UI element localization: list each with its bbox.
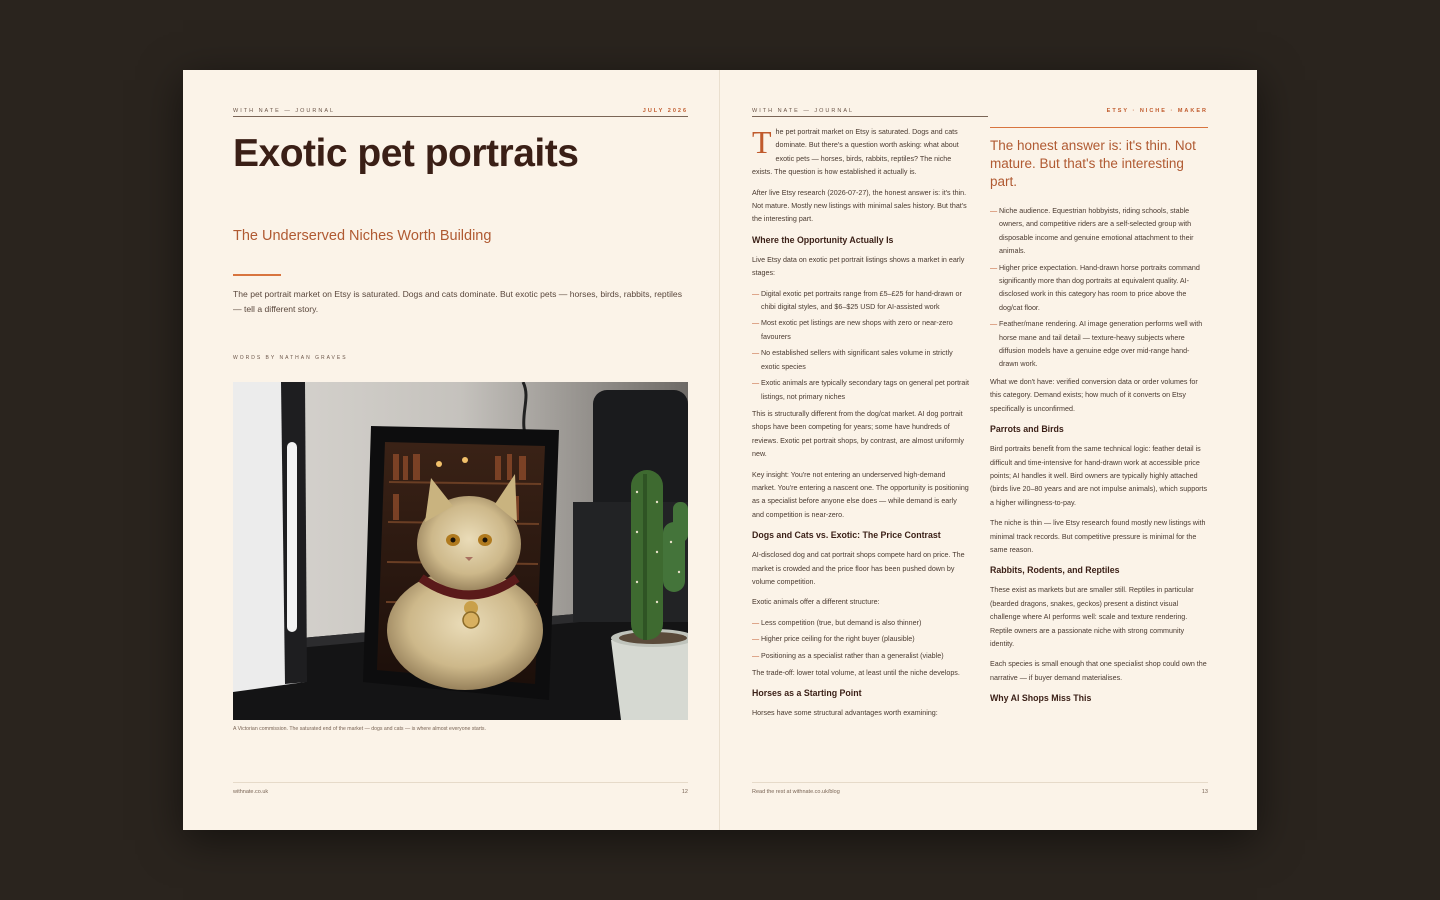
- left-header-rule: [233, 116, 688, 117]
- left-page: [183, 70, 720, 830]
- section-heading-opportunity: Where the Opportunity Actually Is: [752, 234, 894, 245]
- list-item: — Feather/mane rendering. AI image generation performs well with horse mane and tail detail — texture-heavy subjects where diffusion models have a genuine edge over mid-range hand-drawn work.: [990, 318, 1208, 372]
- paragraph: These exist as markets but are smaller still. Reptiles in particular (bearded dragons, snakes, geckos) present a distinct visual challenge where AI performs well: scale and texture rendering. Reptile owners are a passionate niche with strong community identity.: [990, 586, 1194, 648]
- article-column-1: [752, 126, 970, 728]
- left-header-date: JULY 2026: [642, 108, 688, 114]
- list-item: — Exotic animals are typically secondary tags on general pet portrait listings, not primary niches: [752, 377, 970, 404]
- section-heading-price: Dogs and Cats vs. Exotic: The Price Contrast: [752, 530, 941, 541]
- left-page-number: 12: [681, 789, 688, 795]
- paragraph: Bird portraits benefit from the same technical logic: feather detail is difficult and time-intensive for hand-drawn work at accessible price points; AI handles it well. Bird owners are typically highly attached (birds live 20–80 years and are not impulse animals), which supports a higher willingness-to-pay.: [990, 445, 1208, 507]
- left-footer-url[interactable]: withnate.co.uk: [233, 789, 269, 795]
- list-item: — Less competition (true, but demand is also thinner): [752, 617, 970, 630]
- article-column-2: [990, 127, 1208, 712]
- section-heading-parrots: Parrots and Birds: [990, 424, 1064, 435]
- horse-advantages-list: [990, 205, 1208, 372]
- section-heading-why-ai: Why AI Shops Miss This: [990, 693, 1092, 704]
- right-footer-link[interactable]: Read the rest at withnate.co.uk/blog: [752, 789, 840, 795]
- article-subtitle: The Underserved Niches Worth Building: [233, 228, 492, 244]
- list-item: — Niche audience. Equestrian hobbyists, riding schools, stable owners, and competitive riders are a self-selected group with disposable income and genuine emotional attachment to their animals.: [990, 205, 1208, 259]
- paragraph: Horses have some structural advantages worth examining:: [752, 709, 938, 718]
- paragraph: The niche is thin — live Etsy research found mostly new listings with minimal track records. But competitive pressure is minimal for the same reason.: [990, 519, 1206, 554]
- list-item: — Positioning as a specialist rather than a generalist (viable): [752, 650, 970, 663]
- photo-caption: A Victorian commission. The saturated end of the market — dogs and cats — is where almost everyone starts.: [233, 726, 486, 732]
- right-header-publication: WITH NATE — JOURNAL: [752, 108, 855, 114]
- list-item: — No established sellers with significant sales volume in strictly exotic species: [752, 347, 970, 374]
- byline: WORDS BY NATHAN GRAVES: [233, 355, 348, 361]
- cat-portrait-photo: [233, 382, 688, 720]
- left-footer-rule: [233, 782, 688, 783]
- paragraph: After live Etsy research (2026-07-27), the honest answer is: it's thin. Not mature. Mostly new listings with minimal sales history. But that's the interesting part.: [752, 188, 967, 224]
- paragraph: Key insight: You're not entering an underserved high-demand market. You're entering a nascent one. The opportunity is positioning as a specialist before anyone else does — while demand is early and competition is near-zero.: [752, 470, 969, 519]
- list-item: — Higher price ceiling for the right buyer (plausible): [752, 633, 970, 646]
- article-lede: The pet portrait market on Etsy is saturated. Dogs and cats dominate. But exotic pets — horses, birds, rabbits, reptiles — tell a different story.: [233, 289, 682, 314]
- paragraph: What we don't have: verified conversion data or order volumes for this category. Demand exists; how much of it converts on Etsy specifically is unconfirmed.: [990, 377, 1198, 413]
- paragraph: The trade-off: lower total volume, at least until the niche develops.: [752, 669, 960, 677]
- article-title: Exotic pet portraits: [233, 132, 579, 175]
- drop-cap: T: [752, 124, 772, 160]
- paragraph: Each species is small enough that one specialist shop could own the narrative — if buyer demand materialises.: [990, 660, 1207, 682]
- paragraph: Live Etsy data on exotic pet portrait listings shows a market in early stages:: [752, 255, 965, 278]
- intro-paragraph: The pet portrait market on Etsy is saturated. Dogs and cats dominate. But there's a question worth asking: what about exotic pets — horses, birds, rabbits, reptiles? The niche exists. The question is how established it actually is.: [752, 124, 959, 177]
- left-header-publication: WITH NATE — JOURNAL: [233, 108, 336, 114]
- right-page: [720, 70, 1257, 830]
- paragraph: Exotic animals offer a different structure:: [752, 598, 880, 607]
- list-item: — Higher price expectation. Hand-drawn horse portraits command significantly more than dog portraits at equivalent quality. AI-disclosed work in this category has room to price above the dog/cat floor.: [990, 262, 1208, 316]
- paragraph: This is structurally different from the dog/cat market. AI dog portrait shops have been competing for years; some have hundreds of reviews. Exotic pet portrait shops, by contrast, are almost uniformly new.: [752, 409, 964, 459]
- accent-divider: [233, 274, 281, 276]
- right-header-rule: [752, 116, 988, 117]
- paragraph: AI-disclosed dog and cat portrait shops compete hard on price. The market is crowded and the price floor has been pushed down by volume competition.: [752, 551, 965, 586]
- pull-quote: The honest answer is: it's thin. Not mature. But that's the interesting part.: [990, 127, 1208, 191]
- section-heading-rabbits: Rabbits, Rodents, and Reptiles: [990, 565, 1120, 576]
- opportunity-list: [752, 288, 970, 404]
- exotic-structure-list: [752, 617, 970, 663]
- section-heading-horses: Horses as a Starting Point: [752, 688, 862, 699]
- left-footer: [233, 789, 688, 795]
- list-item: — Digital exotic pet portraits range from £5–£25 for hand-drawn or chibi digital styles, and $6–$25 USD for AI-assisted work: [752, 288, 970, 315]
- right-footer: [752, 789, 1208, 795]
- right-page-number: 13: [1201, 789, 1208, 795]
- magazine-spread: [183, 70, 1257, 830]
- right-header-tags: ETSY · NICHE · MAKER: [1106, 108, 1208, 114]
- right-footer-rule: [752, 782, 1208, 783]
- cat-portrait-illustration: [233, 382, 688, 720]
- list-item: — Most exotic pet listings are new shops with zero or near-zero favourers: [752, 317, 970, 344]
